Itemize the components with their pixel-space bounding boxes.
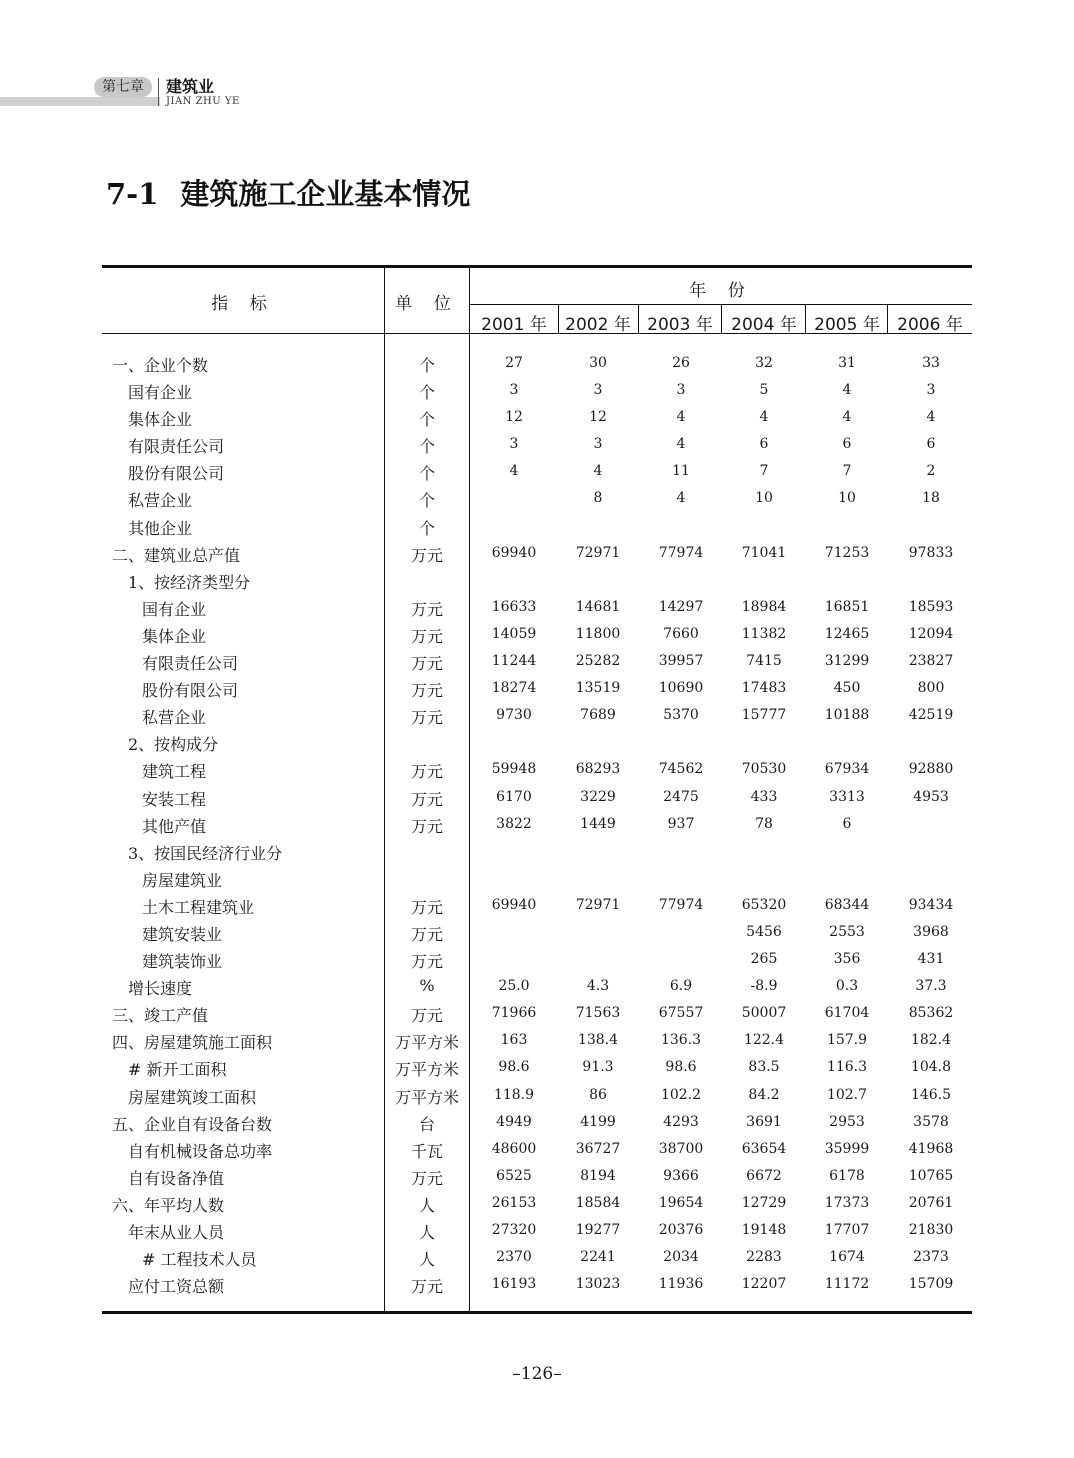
cell-value: 18593 (908, 598, 954, 615)
cell-value: 74562 (658, 761, 704, 778)
cell-value: 3 (593, 382, 603, 399)
row-label: 五、企业自有设备台数 (112, 1114, 273, 1134)
cell-value: 937 (667, 815, 695, 832)
cell-value: 72971 (575, 544, 621, 561)
row-unit: 万元 (410, 1277, 443, 1297)
table-row (0, 1217, 1074, 1244)
table-row (0, 1027, 1074, 1054)
row-unit: 万元 (410, 897, 443, 917)
cell-value: 17707 (824, 1222, 870, 1238)
row-label: 建筑安装业 (142, 924, 223, 944)
cell-value: 30 (589, 355, 607, 371)
row-unit: 万元 (410, 816, 443, 836)
cell-value: 27 (505, 355, 523, 371)
cell-value: 78 (755, 815, 773, 832)
cell-value: 157.9 (826, 1032, 868, 1049)
cell-value: 3313 (829, 788, 865, 805)
cell-value: 0.3 (835, 978, 859, 995)
cell-value: 4 (926, 409, 936, 426)
cell-value: 19654 (658, 1194, 704, 1211)
cell-value: 2034 (663, 1249, 699, 1266)
row-label: 建筑工程 (142, 762, 207, 782)
cell-value: 3822 (496, 815, 532, 832)
cell-value: 6672 (746, 1167, 782, 1184)
cell-value: 18984 (741, 598, 787, 615)
row-unit: 万平方米 (394, 1033, 459, 1053)
chapter-title: 建筑业 (166, 77, 215, 96)
table-row (0, 1163, 1074, 1190)
row-label: 四、房屋建筑施工面积 (112, 1033, 273, 1053)
cell-value: 33 (922, 355, 940, 371)
row-unit: 台 (418, 1114, 435, 1134)
row-label: 私营企业 (142, 708, 207, 728)
cell-value: 6170 (496, 788, 532, 805)
cell-value: 71253 (824, 544, 870, 561)
row-label: 年末从业人员 (128, 1223, 225, 1242)
row-label: 自有机械设备总功率 (128, 1141, 273, 1161)
cell-value: 431 (917, 951, 945, 968)
row-label: 一、企业个数 (112, 356, 209, 375)
table-row (0, 567, 1074, 594)
cell-value: 7689 (580, 707, 616, 724)
table-row (0, 1109, 1074, 1136)
cell-value: 32 (755, 355, 773, 371)
row-label: 二、建筑业总产值 (112, 545, 241, 565)
table-row (0, 838, 1074, 865)
cell-value: 84.2 (748, 1086, 780, 1103)
row-label: 应付工资总额 (128, 1277, 225, 1297)
cell-value: 59948 (491, 761, 537, 778)
cell-value: 63654 (741, 1140, 787, 1157)
row-label: 增长速度 (128, 979, 193, 999)
table-row (0, 458, 1074, 485)
header-year-group: 年 份 (689, 281, 753, 301)
row-label: 其他产值 (142, 816, 207, 836)
cell-value: 68293 (575, 761, 621, 778)
row-unit: 个 (418, 491, 435, 511)
row-label: 土木工程建筑业 (142, 897, 255, 917)
table-row (0, 621, 1074, 648)
row-unit: 人 (418, 1195, 435, 1215)
year-header: 2004 年 (731, 315, 797, 335)
table-row (0, 431, 1074, 458)
cell-value: 11172 (824, 1276, 870, 1293)
cell-value: 6 (926, 436, 936, 453)
table-row (0, 540, 1074, 567)
row-label: 集体企业 (128, 410, 193, 430)
cell-value: 7415 (746, 653, 782, 670)
cell-value: 41968 (908, 1140, 954, 1157)
cell-value: 8194 (580, 1167, 616, 1184)
cell-value: 2241 (580, 1249, 616, 1266)
cell-value: 31 (838, 355, 856, 371)
row-label: 自有设备净值 (128, 1168, 225, 1188)
cell-value: 3 (509, 382, 519, 399)
cell-value: 27320 (491, 1222, 537, 1238)
cell-value: 14681 (575, 598, 621, 615)
cell-value: 102.2 (660, 1086, 702, 1103)
cell-value: 8 (593, 490, 603, 507)
cell-value: 9366 (663, 1167, 699, 1184)
cell-value: 15777 (741, 707, 787, 724)
row-label: 国有企业 (142, 599, 207, 619)
cell-value: 71041 (741, 544, 787, 561)
cell-value: 39957 (658, 653, 704, 670)
table-row (0, 648, 1074, 675)
cell-value: 19148 (741, 1222, 787, 1238)
cell-value: 2373 (913, 1249, 949, 1266)
cell-value: -8.9 (750, 978, 778, 995)
cell-value: 6.9 (669, 978, 693, 995)
row-unit: 万元 (410, 762, 443, 782)
cell-value: 2953 (829, 1113, 865, 1130)
cell-value: 136.3 (660, 1032, 702, 1049)
chapter-header-bar (0, 97, 160, 106)
row-label: 私营企业 (128, 491, 193, 511)
cell-value: 71563 (575, 1005, 621, 1022)
cell-value: 4 (842, 382, 852, 399)
row-label: 股份有限公司 (128, 464, 225, 484)
cell-value: 3691 (746, 1113, 782, 1130)
cell-value: 69940 (491, 544, 537, 561)
cell-value: 356 (833, 951, 861, 968)
cell-value: 25.0 (498, 978, 530, 995)
cell-value: 4 (676, 409, 686, 426)
table-row (0, 377, 1074, 404)
cell-value: 12 (505, 409, 523, 426)
row-unit: 个 (418, 518, 435, 538)
cell-value: 7 (842, 463, 852, 480)
cell-value: 6525 (496, 1167, 532, 1184)
cell-value: 3968 (913, 923, 949, 940)
cell-value: 450 (833, 680, 861, 697)
cell-value: 13519 (575, 680, 621, 697)
cell-value: 18 (922, 490, 940, 507)
cell-value: 14059 (491, 625, 537, 642)
cell-value: 71966 (491, 1005, 537, 1022)
cell-value: 92880 (908, 761, 954, 778)
table-row (0, 892, 1074, 919)
cell-value: 70530 (741, 761, 787, 778)
cell-value: 36727 (575, 1140, 621, 1157)
cell-value: 138.4 (577, 1032, 619, 1049)
table-row (0, 865, 1074, 892)
cell-value: 5456 (746, 923, 782, 940)
table-row (0, 729, 1074, 756)
cell-value: 118.9 (493, 1086, 535, 1103)
table-number: 7-1 (106, 177, 159, 211)
cell-value: 433 (750, 788, 778, 805)
table-row (0, 756, 1074, 783)
cell-value: 67934 (824, 761, 870, 778)
chapter-divider (158, 78, 159, 106)
cell-value: 68344 (824, 896, 870, 913)
cell-value: 12207 (741, 1276, 787, 1293)
cell-value: 163 (500, 1032, 528, 1049)
row-label: 有限责任公司 (128, 437, 225, 457)
cell-value: 800 (917, 680, 945, 697)
cell-value: 6178 (829, 1167, 865, 1184)
table-row (0, 811, 1074, 838)
page-number: –126– (512, 1364, 562, 1384)
row-unit: 万平方米 (394, 1087, 459, 1107)
cell-value: 10 (755, 490, 773, 507)
cell-value: 4293 (663, 1113, 699, 1130)
table-row (0, 919, 1074, 946)
cell-value: 42519 (908, 707, 954, 724)
table-row (0, 1054, 1074, 1081)
cell-value: 14297 (658, 598, 704, 615)
cell-value: 12094 (908, 625, 954, 642)
table-row (0, 1000, 1074, 1027)
cell-value: 11936 (658, 1276, 704, 1293)
cell-value: 2 (926, 463, 936, 480)
cell-value: 77974 (658, 896, 704, 913)
row-label: 2、按构成分 (128, 735, 219, 755)
row-unit: 个 (418, 464, 435, 484)
row-unit: 万元 (410, 545, 443, 565)
cell-value: 10188 (824, 707, 870, 724)
row-unit: 万元 (410, 924, 443, 944)
cell-value: 3 (509, 436, 519, 453)
table-row (0, 946, 1074, 973)
cell-value: 18584 (575, 1194, 621, 1211)
cell-value: 38700 (658, 1140, 704, 1157)
cell-value: 12 (589, 409, 607, 426)
cell-value: 15709 (908, 1276, 954, 1293)
cell-value: 5 (759, 382, 769, 399)
cell-value: 17373 (824, 1194, 870, 1211)
table-row (0, 594, 1074, 621)
cell-value: 116.3 (826, 1059, 868, 1076)
row-label: 房屋建筑业 (142, 870, 223, 890)
table-top-rule (102, 265, 972, 268)
cell-value: 6 (759, 436, 769, 453)
cell-value: 7 (759, 463, 769, 480)
row-label: 房屋建筑竣工面积 (128, 1087, 257, 1107)
cell-value: 20376 (658, 1222, 704, 1238)
cell-value: 4 (759, 409, 769, 426)
cell-value: 26153 (491, 1194, 537, 1211)
cell-value: 11800 (575, 625, 621, 642)
cell-value: 85362 (908, 1005, 954, 1022)
cell-value: 4 (842, 409, 852, 426)
cell-value: 31299 (824, 653, 870, 670)
row-label: 安装工程 (142, 789, 207, 809)
cell-value: 48600 (491, 1140, 537, 1157)
year-header: 2005 年 (814, 315, 880, 335)
cell-value: 3 (593, 436, 603, 453)
row-label: 国有企业 (128, 383, 193, 403)
cell-value: 37.3 (915, 978, 947, 995)
row-label: 其他企业 (128, 518, 193, 538)
cell-value: 17483 (741, 680, 787, 697)
row-unit: 万元 (410, 681, 443, 701)
cell-value: 3229 (580, 788, 616, 805)
row-label: # 工程技术人员 (142, 1250, 257, 1270)
row-unit: 人 (418, 1250, 435, 1270)
table-row (0, 404, 1074, 431)
cell-value: 10 (838, 490, 856, 507)
cell-value: 10765 (908, 1167, 954, 1184)
cell-value: 18274 (491, 680, 537, 697)
cell-value: 182.4 (910, 1032, 952, 1049)
row-unit: 人 (418, 1223, 435, 1242)
cell-value: 4199 (580, 1113, 616, 1130)
row-unit: 万元 (410, 626, 443, 646)
table-row (0, 350, 1074, 377)
cell-value: 61704 (824, 1005, 870, 1022)
cell-value: 35999 (824, 1140, 870, 1157)
chapter-pinyin: JIAN ZHU YE (166, 96, 240, 107)
cell-value: 86 (589, 1086, 607, 1103)
cell-value: 9730 (496, 707, 532, 724)
cell-value: 2475 (663, 788, 699, 805)
table-row (0, 675, 1074, 702)
cell-value: 6 (842, 815, 852, 832)
cell-value: 146.5 (910, 1086, 952, 1103)
cell-value: 3 (926, 382, 936, 399)
row-label: 三、竣工产值 (112, 1006, 209, 1026)
cell-value: 7660 (663, 625, 699, 642)
row-label: 3、按国民经济行业分 (128, 843, 283, 863)
cell-value: 21830 (908, 1222, 954, 1238)
cell-value: 1674 (829, 1249, 865, 1266)
row-label: # 新开工面积 (128, 1060, 227, 1080)
cell-value: 11382 (741, 625, 787, 642)
row-unit: 万元 (410, 1006, 443, 1026)
cell-value: 3 (676, 382, 686, 399)
cell-value: 3578 (913, 1113, 949, 1130)
cell-value: 11244 (491, 653, 537, 670)
table-title: 建筑施工企业基本情况 (180, 177, 471, 211)
cell-value: 10690 (658, 680, 704, 697)
header-unit: 单 位 (395, 294, 459, 314)
row-label: 六、年平均人数 (112, 1195, 225, 1215)
table-row (0, 784, 1074, 811)
row-unit: 个 (418, 410, 435, 430)
row-unit: 千瓦 (410, 1141, 443, 1161)
cell-value: 91.3 (582, 1059, 614, 1076)
table-row (0, 702, 1074, 729)
cell-value: 4.3 (586, 978, 610, 995)
cell-value: 1449 (580, 815, 616, 832)
table-row (0, 1190, 1074, 1217)
row-unit: 万元 (410, 599, 443, 619)
row-label: 建筑装饰业 (142, 952, 223, 972)
year-header: 2002 年 (565, 315, 631, 335)
table-row (0, 1136, 1074, 1163)
cell-value: 104.8 (910, 1059, 952, 1076)
row-unit: 个 (418, 356, 435, 375)
year-header: 2001 年 (481, 315, 547, 335)
cell-value: 26 (672, 355, 690, 371)
cell-value: 4 (509, 463, 519, 480)
cell-value: 77974 (658, 544, 704, 561)
row-unit: 万元 (410, 952, 443, 972)
cell-value: 97833 (908, 544, 954, 561)
row-unit: 万元 (410, 1168, 443, 1188)
cell-value: 16633 (491, 598, 537, 615)
table-row (0, 485, 1074, 512)
cell-value: 23827 (908, 653, 954, 670)
table-row (0, 513, 1074, 540)
table-row (0, 1244, 1074, 1271)
cell-value: 50007 (741, 1005, 787, 1022)
cell-value: 20761 (908, 1194, 954, 1211)
cell-value: 122.4 (743, 1032, 785, 1049)
table-row (0, 973, 1074, 1000)
cell-value: 102.7 (826, 1086, 868, 1103)
cell-value: 12729 (741, 1194, 787, 1211)
cell-value: 25282 (575, 653, 621, 670)
header-indicator: 指 标 (211, 294, 275, 314)
cell-value: 19277 (575, 1222, 621, 1238)
chapter-badge: 第七章 (94, 77, 152, 97)
row-unit: 万元 (410, 654, 443, 674)
row-unit: 万元 (410, 708, 443, 728)
cell-value: 2553 (829, 923, 865, 940)
row-unit: 万平方米 (394, 1060, 459, 1080)
row-unit: % (419, 976, 435, 996)
cell-value: 2370 (496, 1249, 532, 1266)
cell-value: 13023 (575, 1276, 621, 1293)
cell-value: 2283 (746, 1249, 782, 1266)
cell-value: 12465 (824, 625, 870, 642)
cell-value: 4949 (496, 1113, 532, 1130)
row-label: 集体企业 (142, 626, 207, 646)
cell-value: 4 (593, 463, 603, 480)
cell-value: 6 (842, 436, 852, 453)
cell-value: 11 (672, 463, 690, 480)
page-title (106, 172, 470, 213)
table-row (0, 1082, 1074, 1109)
row-unit: 万元 (410, 789, 443, 809)
cell-value: 5370 (663, 707, 699, 724)
cell-value: 67557 (658, 1005, 704, 1022)
year-header: 2003 年 (647, 315, 713, 335)
cell-value: 4 (676, 490, 686, 507)
year-header: 2006 年 (897, 315, 963, 335)
cell-value: 65320 (741, 896, 787, 913)
row-unit: 个 (418, 383, 435, 403)
table-bottom-rule (102, 1311, 972, 1314)
cell-value: 98.6 (665, 1059, 697, 1076)
cell-value: 4953 (913, 788, 949, 805)
cell-value: 16851 (824, 598, 870, 615)
row-label: 股份有限公司 (142, 681, 239, 701)
cell-value: 265 (750, 951, 778, 968)
table-row (0, 1271, 1074, 1298)
cell-value: 69940 (491, 896, 537, 913)
cell-value: 72971 (575, 896, 621, 913)
cell-value: 16193 (491, 1276, 537, 1293)
cell-value: 98.6 (498, 1059, 530, 1076)
row-label: 1、按经济类型分 (128, 572, 251, 592)
cell-value: 83.5 (748, 1059, 780, 1076)
row-unit: 个 (418, 437, 435, 457)
cell-value: 93434 (908, 896, 954, 913)
row-label: 有限责任公司 (142, 654, 239, 674)
cell-value: 4 (676, 436, 686, 453)
table-body (0, 350, 1074, 1298)
